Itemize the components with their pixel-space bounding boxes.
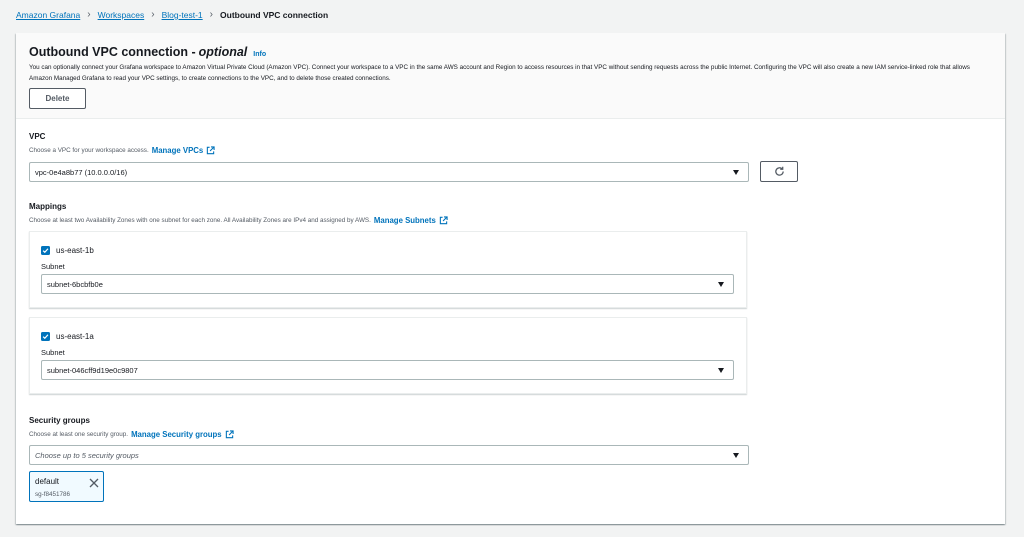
mappings-label: Mappings xyxy=(29,202,67,211)
delete-button[interactable]: Delete xyxy=(29,88,86,109)
breadcrumb-workspace[interactable]: Blog-test-1 xyxy=(161,10,203,20)
subnet-mapping-card xyxy=(29,317,747,394)
subnet-label: Subnet xyxy=(41,348,65,357)
caret-down-icon xyxy=(718,368,724,373)
vpc-select[interactable] xyxy=(29,162,749,182)
az-checkbox[interactable] xyxy=(41,246,50,255)
az-checkbox-row[interactable] xyxy=(41,246,94,255)
chevron-right-icon: › xyxy=(209,9,214,20)
subnet-mapping-card xyxy=(29,231,747,308)
mappings-description xyxy=(29,216,448,225)
external-link-icon[interactable] xyxy=(439,216,448,225)
mappings-description-text: Choose at least two Availability Zones with one subnet for each zone. All Availability Zones are IPv4 and assigned by AWS. xyxy=(29,217,371,224)
refresh-button[interactable] xyxy=(760,161,798,182)
check-icon xyxy=(42,247,49,254)
manage-subnets-link[interactable]: Manage Subnets xyxy=(373,216,436,225)
token-name: default xyxy=(35,477,60,486)
breadcrumb-current: Outbound VPC connection xyxy=(220,10,329,20)
external-link-icon[interactable] xyxy=(225,430,234,439)
caret-down-icon xyxy=(733,453,739,458)
caret-down-icon xyxy=(733,170,739,175)
vpc-label: VPC xyxy=(29,132,46,141)
refresh-icon xyxy=(774,166,785,177)
title-text: Outbound VPC connection - xyxy=(29,45,196,59)
subnet-select-value: subnet-6bcbfb0e xyxy=(47,279,103,289)
subnet-select[interactable] xyxy=(41,360,734,380)
subnet-select[interactable] xyxy=(41,274,734,294)
breadcrumb-workspaces[interactable]: Workspaces xyxy=(97,10,145,20)
security-groups-description xyxy=(29,430,234,439)
security-group-token xyxy=(29,471,104,502)
chevron-right-icon: › xyxy=(87,9,91,20)
caret-down-icon xyxy=(718,282,724,287)
vpc-select-value: vpc-0e4a8b77 (10.0.0.0/16) xyxy=(35,167,128,177)
az-checkbox[interactable] xyxy=(41,332,50,341)
vpc-description xyxy=(29,146,215,155)
chevron-right-icon: › xyxy=(151,9,155,20)
breadcrumb xyxy=(16,9,328,21)
container-header xyxy=(16,33,1005,119)
security-groups-placeholder: Choose up to 5 security groups xyxy=(35,450,139,460)
security-groups-description-text: Choose at least one security group. xyxy=(29,431,129,438)
check-icon xyxy=(42,333,49,340)
az-label: us-east-1a xyxy=(56,332,94,341)
close-icon[interactable] xyxy=(89,478,99,488)
breadcrumb-amazon-grafana[interactable]: Amazon Grafana xyxy=(16,10,81,20)
manage-security-groups-link[interactable]: Manage Security groups xyxy=(131,430,222,439)
subnet-select-value: subnet-046cff9d19e0c9807 xyxy=(47,365,138,375)
manage-vpcs-link[interactable]: Manage VPCs xyxy=(151,146,204,155)
az-checkbox-row[interactable] xyxy=(41,332,94,341)
subnet-label: Subnet xyxy=(41,262,65,271)
info-link[interactable]: Info xyxy=(253,51,267,58)
page-title xyxy=(29,45,266,59)
vpc-description-text: Choose a VPC for your workspace access. xyxy=(29,147,149,154)
security-groups-select[interactable] xyxy=(29,445,749,465)
security-groups-label: Security groups xyxy=(29,416,90,425)
az-label: us-east-1b xyxy=(56,246,94,255)
token-id: sg-f8451786 xyxy=(35,491,71,498)
header-description: You can optionally connect your Grafana workspace to Amazon Virtual Private Cloud (Amazon VPC). Connect your workspace to a VPC in the same AWS account and Region to access resources in that VPC without sending requests across the public Internet. Configuring the VPC will also create a new IAM service-linked role that allows Amazon Managed Grafana to read your VPC settings, to create connections to the VPC, and to delete those created connections. xyxy=(29,64,970,82)
title-optional: optional xyxy=(198,45,248,59)
external-link-icon[interactable] xyxy=(206,146,215,155)
outbound-vpc-container xyxy=(16,33,1005,524)
